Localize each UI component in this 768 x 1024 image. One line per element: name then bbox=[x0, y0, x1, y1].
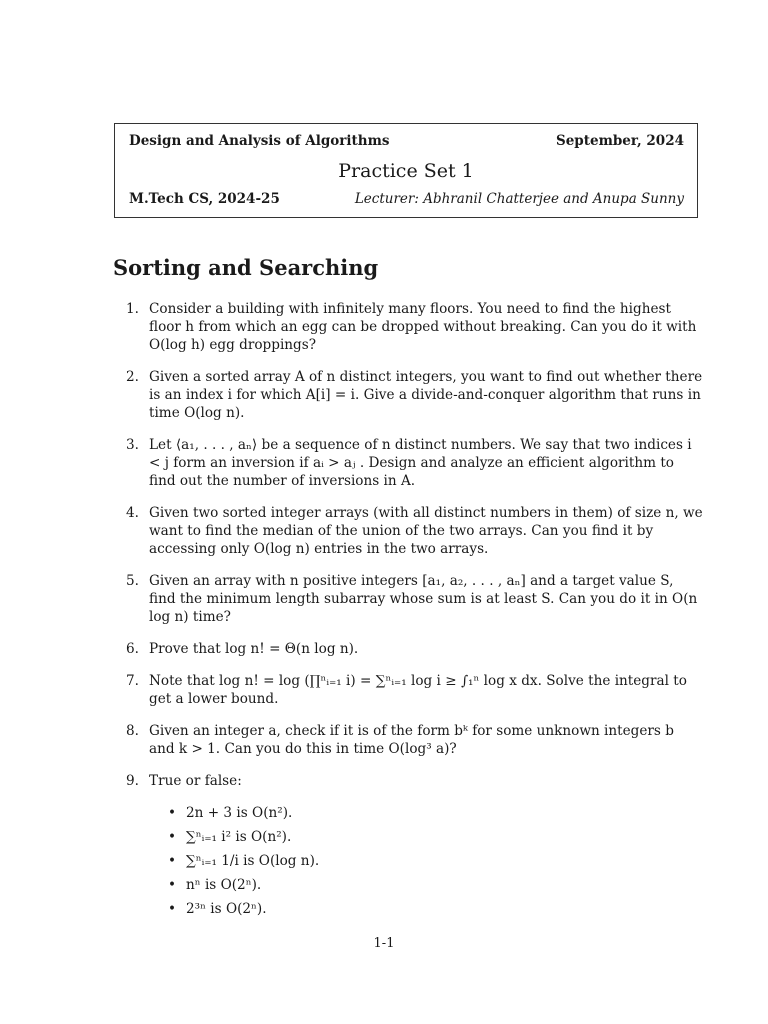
list-item: • nⁿ is O(2ⁿ). bbox=[168, 877, 262, 893]
problem-number: 5. bbox=[126, 573, 139, 589]
list-item: • ∑ⁿᵢ₌₁ 1/i is O(log n). bbox=[168, 853, 320, 869]
problem-number: 8. bbox=[126, 723, 139, 739]
true-false-list bbox=[149, 804, 703, 918]
problem-text: Given an integer a, check if it is of the form bᵏ for some unknown integers b and k > 1. Can you do this in time O(log³ a)? bbox=[149, 723, 674, 757]
problem-9 bbox=[113, 772, 703, 918]
problem-number: 6. bbox=[126, 641, 139, 657]
bullet-icon: • bbox=[168, 805, 177, 821]
list-item: • ∑ⁿᵢ₌₁ i² is O(n²). bbox=[168, 829, 292, 845]
bullet-icon: • bbox=[168, 901, 177, 917]
page-number: 1-1 bbox=[373, 936, 395, 951]
problem-number: 4. bbox=[126, 505, 139, 521]
problem-text: Consider a building with infinitely many floors. You need to find the highest floor h from which an egg can be dropped without breaking. Can you do it with O(log h) egg droppings? bbox=[149, 301, 697, 353]
problem-4 bbox=[113, 504, 703, 558]
bullet-icon: • bbox=[168, 853, 177, 869]
problem-7 bbox=[113, 672, 703, 708]
lecturer: Lecturer: Abhranil Chatterjee and Anupa Sunny bbox=[354, 191, 684, 207]
section-title: Sorting and Searching bbox=[113, 255, 379, 280]
course-name: Design and Analysis of Algorithms bbox=[129, 133, 390, 149]
problem-list bbox=[113, 300, 703, 932]
program: M.Tech CS, 2024-25 bbox=[129, 191, 280, 207]
problem-text: Given a sorted array A of n distinct integers, you want to find out whether there is an index i for which A[i] = i. Give a divide-and-conquer algorithm that runs in time O(log n). bbox=[149, 369, 703, 421]
problem-number: 7. bbox=[126, 673, 139, 689]
problem-number: 1. bbox=[126, 301, 139, 317]
problem-5 bbox=[113, 572, 703, 626]
problem-text: Given two sorted integer arrays (with all distinct numbers in them) of size n, we want to find the median of the union of the two arrays. Can you find it by accessing only O(log n) entries in the two arrays. bbox=[149, 505, 703, 557]
problem-text: Note that log n! = log (∏ⁿᵢ₌₁ i) = ∑ⁿᵢ₌₁ log i ≥ ∫₁ⁿ log x dx. Solve the integral to get a lower bound. bbox=[149, 673, 687, 707]
problem-text: True or false: bbox=[149, 773, 242, 789]
problem-2 bbox=[113, 368, 703, 422]
bullet-icon: • bbox=[168, 877, 177, 893]
date: September, 2024 bbox=[555, 133, 684, 149]
problem-number: 9. bbox=[126, 773, 139, 789]
page-title: Practice Set 1 bbox=[338, 160, 474, 182]
problem-6 bbox=[113, 640, 703, 658]
list-item: • 2n + 3 is O(n²). bbox=[168, 805, 293, 821]
list-item: • 2³ⁿ is O(2ⁿ). bbox=[168, 901, 267, 917]
problem-number: 2. bbox=[126, 369, 139, 385]
problem-number: 3. bbox=[126, 437, 139, 453]
problem-text: Let ⟨a₁, . . . , aₙ⟩ be a sequence of n distinct numbers. We say that two indices i < j form an inversion if aᵢ > aⱼ . Design and analyze an efficient algorithm to find out the number of inversions in A. bbox=[149, 437, 692, 489]
problem-3 bbox=[113, 436, 703, 490]
bullet-icon: • bbox=[168, 829, 177, 845]
problem-1 bbox=[113, 300, 703, 354]
problem-text: Prove that log n! = Θ(n log n). bbox=[149, 641, 359, 657]
problem-text: Given an array with n positive integers [a₁, a₂, . . . , aₙ] and a target value S, find the minimum length subarray whose sum is at least S. Can you do it in O(n log n) time? bbox=[149, 573, 698, 625]
header-box bbox=[114, 123, 698, 218]
problem-8 bbox=[113, 722, 703, 758]
